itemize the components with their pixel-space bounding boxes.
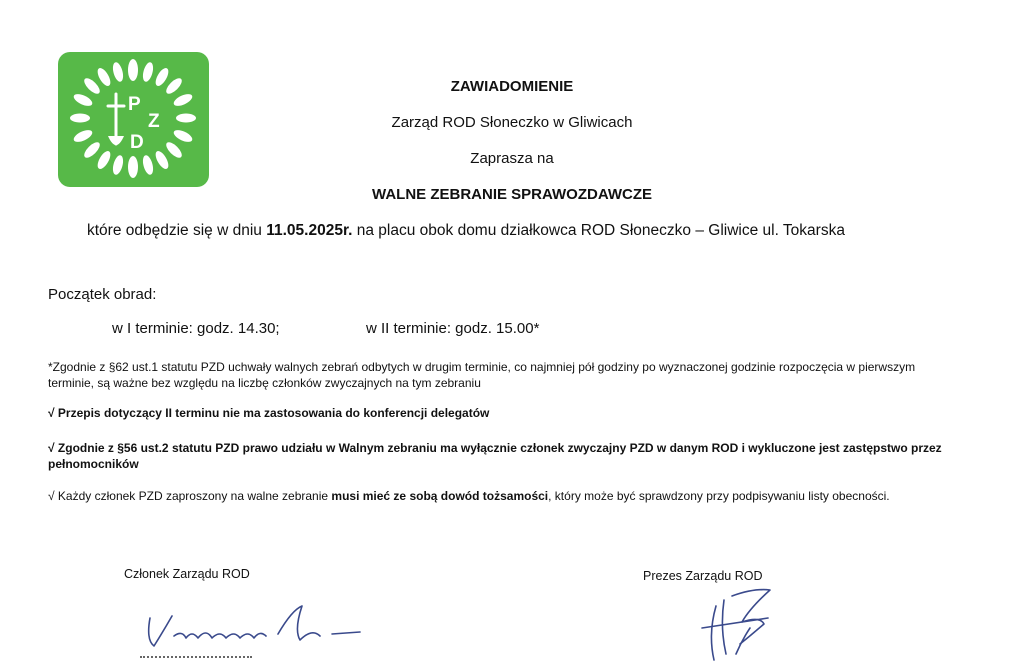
- rule-membership: √ Zgodnie z §56 ust.2 statutu PZD prawo udziału w Walnym zebraniu ma wyłącznie członek zwyczajny PZD w danym ROD i wykluczone jest zastępstwo przez pełnomocników: [48, 441, 942, 471]
- rule-identity: [48, 488, 968, 504]
- svg-text:P: P: [128, 94, 141, 115]
- second-term: w II terminie: godz. 15.00*: [366, 320, 540, 337]
- meeting-date-place: [87, 222, 845, 240]
- start-label: Początek obrad:: [48, 286, 157, 303]
- meeting-place: na placu obok domu działkowca ROD Słoneczko – Gliwice ul. Tokarska: [352, 222, 845, 239]
- first-term: w I terminie: godz. 14.30;: [112, 320, 280, 337]
- organization-name: Zarząd ROD Słoneczko w Gliwicach: [391, 114, 633, 131]
- date-prefix: które odbędzie się w dniu: [87, 222, 267, 239]
- rule-identity-bold: musi mieć ze sobą dowód tożsamości: [331, 489, 549, 503]
- footnote: *Zgodnie z §62 ust.1 statutu PZD uchwały walnych zebrań odbytych w drugim terminie, co najmniej pół godziny po wyznaczonej godzinie rozpoczęcia w pierwszym terminie, są ważne bez względu na liczbę członków zwyczajnych na tym zebraniu: [48, 360, 916, 390]
- meeting-date: 11.05.2025r.: [266, 222, 353, 239]
- board-member-signature: [142, 600, 372, 660]
- board-member-label: Członek Zarządu ROD: [124, 567, 250, 581]
- board-president-signature: [680, 584, 790, 663]
- rule-identity-suffix: , który może być sprawdzony przy podpisywaniu listy obecności.: [548, 489, 890, 503]
- rule-identity-prefix: √ Każdy członek PZD zaproszony na walne zebranie: [48, 489, 332, 503]
- svg-text:Z: Z: [148, 111, 160, 132]
- signature-dotted-line: [140, 656, 252, 658]
- invitation-line: Zaprasza na: [470, 150, 554, 167]
- svg-text:D: D: [130, 132, 144, 153]
- rule-delegates: √ Przepis dotyczący II terminu nie ma zastosowania do konferencji delegatów: [48, 406, 490, 420]
- board-president-label: Prezes Zarządu ROD: [643, 569, 763, 583]
- event-name: WALNE ZEBRANIE SPRAWOZDAWCZE: [372, 186, 652, 203]
- notice-title: ZAWIADOMIENIE: [450, 78, 574, 95]
